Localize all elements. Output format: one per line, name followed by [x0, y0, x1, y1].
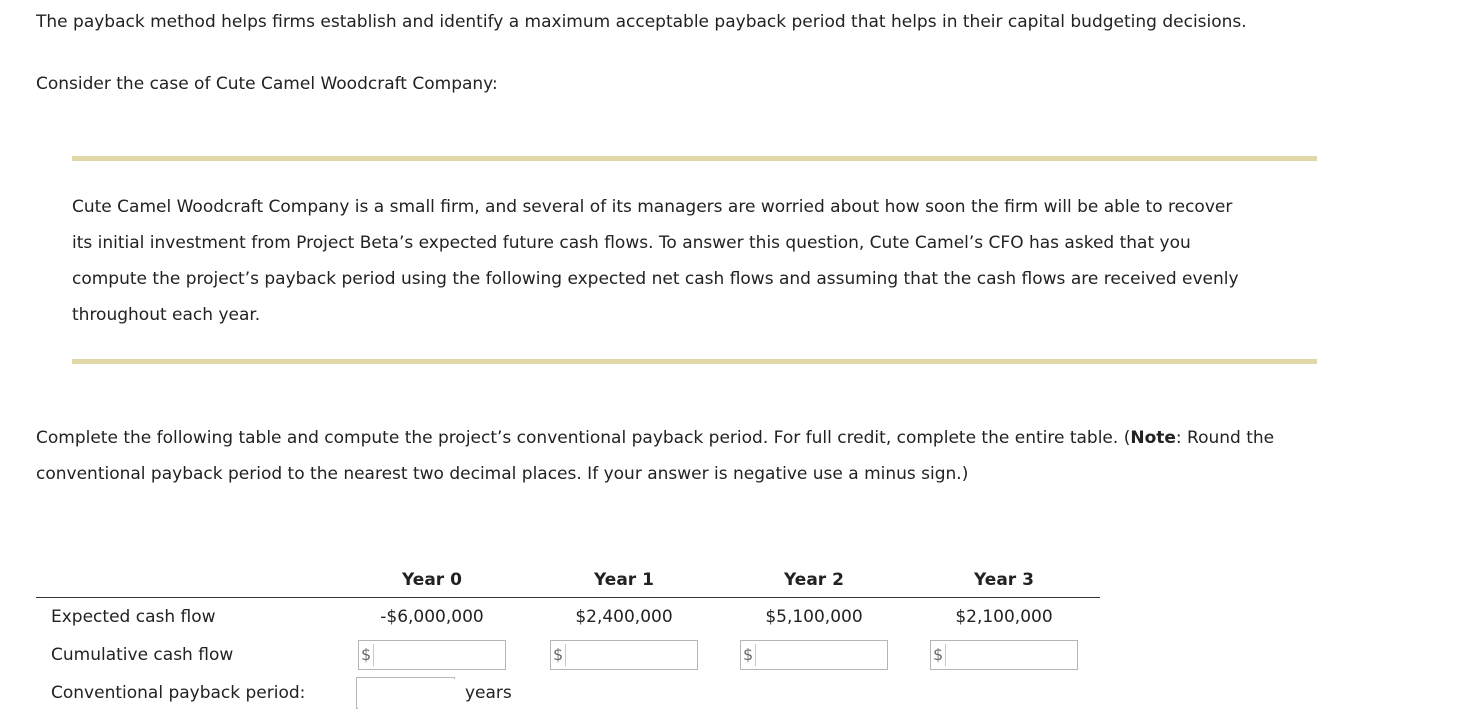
row-label-expected: Expected cash flow [51, 607, 216, 627]
intro-paragraph: The payback method helps firms establish and identify a maximum acceptable payback period that helps in their capital budgeting decisions. [36, 12, 1247, 32]
header-year-3: Year 3 [974, 570, 1034, 590]
cumulative-field-year-3[interactable] [947, 642, 1079, 670]
instructions [36, 420, 1436, 492]
expected-cash-flow-year-0: -$6,000,000 [380, 607, 484, 627]
case-line: its initial investment from Project Beta’s expected future cash flows. To answer this question, Cute Camel’s CFO has asked that you [72, 233, 1191, 253]
case-box [72, 189, 1322, 333]
consider-paragraph: Consider the case of Cute Camel Woodcraft Company: [36, 74, 498, 94]
row-label-cumulative: Cumulative cash flow [51, 645, 234, 665]
payback-period-input[interactable] [358, 679, 457, 709]
expected-cash-flow-year-3: $2,100,000 [955, 607, 1053, 627]
header-year-1: Year 1 [594, 570, 654, 590]
dollar-sign-icon: $ [933, 644, 946, 666]
cumulative-input-year-0[interactable] [358, 640, 506, 670]
cumulative-input-year-1[interactable] [550, 640, 698, 670]
case-bottom-divider [72, 359, 1317, 364]
header-year-2: Year 2 [784, 570, 844, 590]
payback-period-box[interactable] [356, 677, 455, 709]
expected-cash-flow-year-2: $5,100,000 [765, 607, 863, 627]
note-label: Note [1130, 428, 1176, 448]
dollar-sign-icon: $ [743, 644, 756, 666]
cumulative-field-year-0[interactable] [375, 642, 507, 670]
cumulative-field-year-1[interactable] [567, 642, 699, 670]
case-top-divider [72, 156, 1317, 161]
header-divider [36, 597, 1100, 598]
cumulative-field-year-2[interactable] [757, 642, 889, 670]
cumulative-input-year-3[interactable] [930, 640, 1078, 670]
cumulative-input-year-2[interactable] [740, 640, 888, 670]
dollar-sign-icon: $ [361, 644, 374, 666]
expected-cash-flow-year-1: $2,400,000 [575, 607, 673, 627]
row-label-payback: Conventional payback period: [51, 683, 306, 703]
case-line: Cute Camel Woodcraft Company is a small firm, and several of its managers are worried about how soon the firm will be able to recover [72, 197, 1233, 217]
case-line: throughout each year. [72, 305, 261, 325]
payback-unit-label: years [465, 683, 512, 703]
dollar-sign-icon: $ [553, 644, 566, 666]
case-line: compute the project’s payback period using the following expected net cash flows and assuming that the cash flows are received evenly [72, 269, 1239, 289]
header-year-0: Year 0 [402, 570, 462, 590]
instructions-line-2: conventional payback period to the nearest two decimal places. If your answer is negative use a minus sign.) [36, 464, 969, 484]
instructions-line-1: Complete the following table and compute the project’s conventional payback period. For full credit, complete the entire table. (Note: Round the [36, 428, 1275, 448]
